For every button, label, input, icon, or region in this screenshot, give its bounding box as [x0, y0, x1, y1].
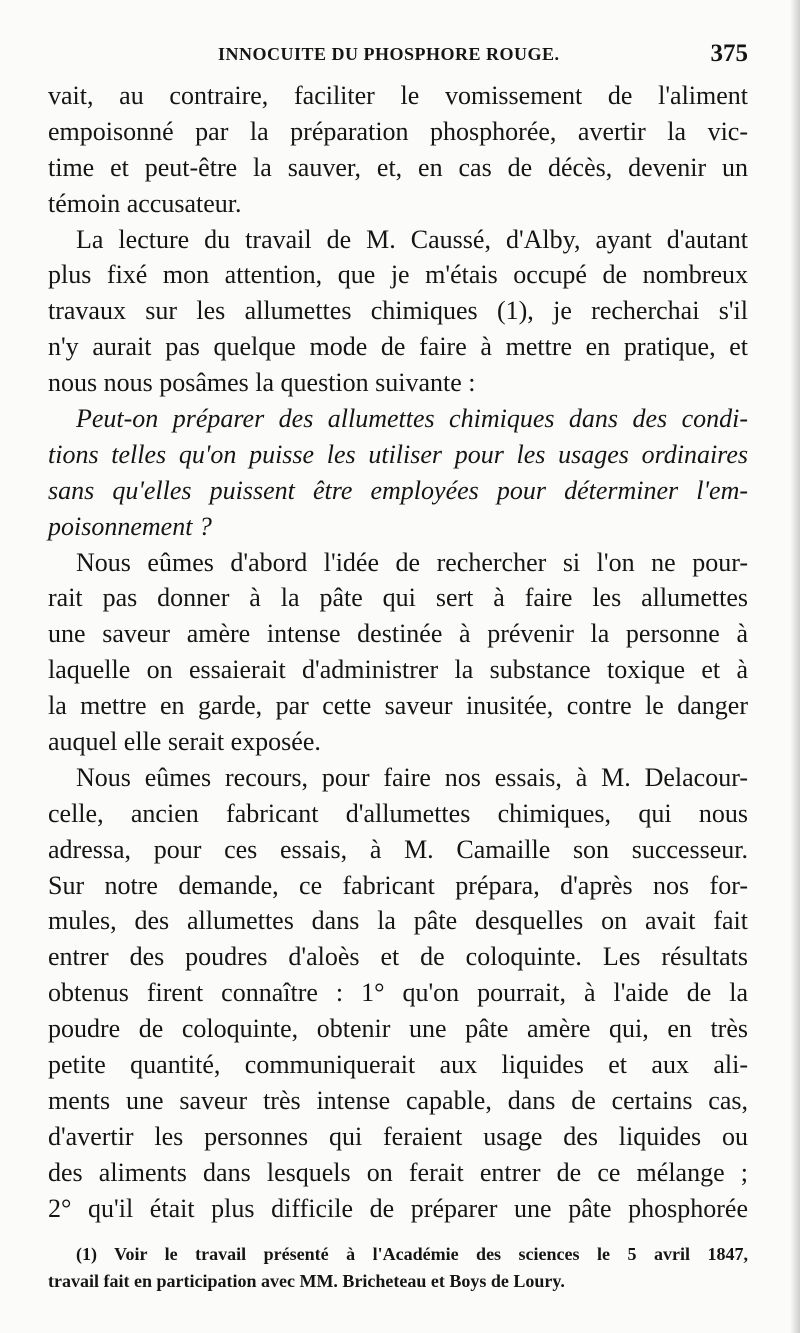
running-head [48, 36, 748, 78]
text-line: time et peut-être la sauver, et, en cas de décès, devenir un [48, 152, 748, 182]
question-line: sans qu'elles puissent être employées pour déterminer l'em- [48, 475, 748, 505]
text-line: laquelle on essaierait d'administrer la substance toxique et à [48, 655, 748, 685]
footnote [48, 1241, 748, 1295]
text-line: une saveur amère intense destinée à prévenir la personne à [48, 619, 748, 649]
running-title: INNOCUITE DU PHOSPHORE ROUGE. [218, 44, 560, 64]
text-line: petite quantité, communiquerait aux liquides et aux ali- [48, 1050, 748, 1080]
text-line: empoisonné par la préparation phosphorée, avertir la vic- [48, 116, 748, 146]
text-line: la mettre en garde, par cette saveur inusitée, contre le danger [48, 691, 748, 721]
text-line: travaux sur les allumettes chimiques (1), je recherchai s'il [48, 296, 748, 326]
text-line: plus fixé mon attention, que je m'étais occupé de nombreux [48, 260, 748, 290]
question-line: Peut-on préparer des allumettes chimiques dans des condi- [76, 404, 748, 434]
text-line: poudre de coloquinte, obtenir une pâte amère qui, en très [48, 1014, 748, 1044]
text-line: obtenus firent connaître : 1° qu'on pourrait, à l'aide de la [48, 978, 748, 1008]
text-line: mules, des allumettes dans la pâte desquelles on avait fait [48, 906, 748, 936]
paragraph-first-line: La lecture du travail de M. Caussé, d'Alby, ayant d'autant [76, 224, 748, 254]
text-line: celle, ancien fabricant d'allumettes chimiques, qui nous [48, 798, 748, 828]
paragraph-first-line: Nous eûmes recours, pour faire nos essais, à M. Delacour- [76, 762, 748, 792]
text-line: n'y aurait pas quelque mode de faire à mettre en pratique, et [48, 332, 748, 362]
footnote-line: travail fait en participation avec MM. Bricheteau et Boys de Loury. [48, 1270, 565, 1291]
text-line: 2° qu'il était plus difficile de préparer une pâte phosphorée [48, 1193, 748, 1223]
text-line: d'avertir les personnes qui feraient usage des liquides ou [48, 1121, 748, 1151]
page-edge-shadow [790, 0, 800, 1333]
text-line: entrer des poudres d'aloès et de coloquinte. Les résultats [48, 942, 748, 972]
text-line: vait, au contraire, faciliter le vomissement de l'aliment [48, 81, 748, 110]
text-line: auquel elle serait exposée. [48, 727, 321, 757]
body-text [48, 78, 748, 1227]
text-line: témoin accusateur. [48, 188, 242, 218]
page-number: 375 [710, 40, 748, 67]
text-line: rait pas donner à la pâte qui sert à faire les allumettes [48, 583, 748, 613]
text-line: ments une saveur très intense capable, dans de certains cas, [48, 1085, 748, 1115]
question-line: poisonnement ? [48, 511, 212, 541]
paragraph-first-line: Nous eûmes d'abord l'idée de rechercher si l'on ne pour- [76, 547, 748, 577]
text-line: adressa, pour ces essais, à M. Camaille son successeur. [48, 834, 748, 864]
text-line: Sur notre demande, ce fabricant prépara, d'après nos for- [48, 870, 748, 900]
text-line: des aliments dans lesquels on ferait entrer de ce mélange ; [48, 1157, 748, 1187]
footnote-line: (1) Voir le travail présenté à l'Académie des sciences le 5 avril 1847, [76, 1243, 748, 1264]
question-line: tions telles qu'on puisse les utiliser pour les usages ordinaires [48, 439, 748, 469]
text-line: nous nous posâmes la question suivante : [48, 368, 476, 398]
